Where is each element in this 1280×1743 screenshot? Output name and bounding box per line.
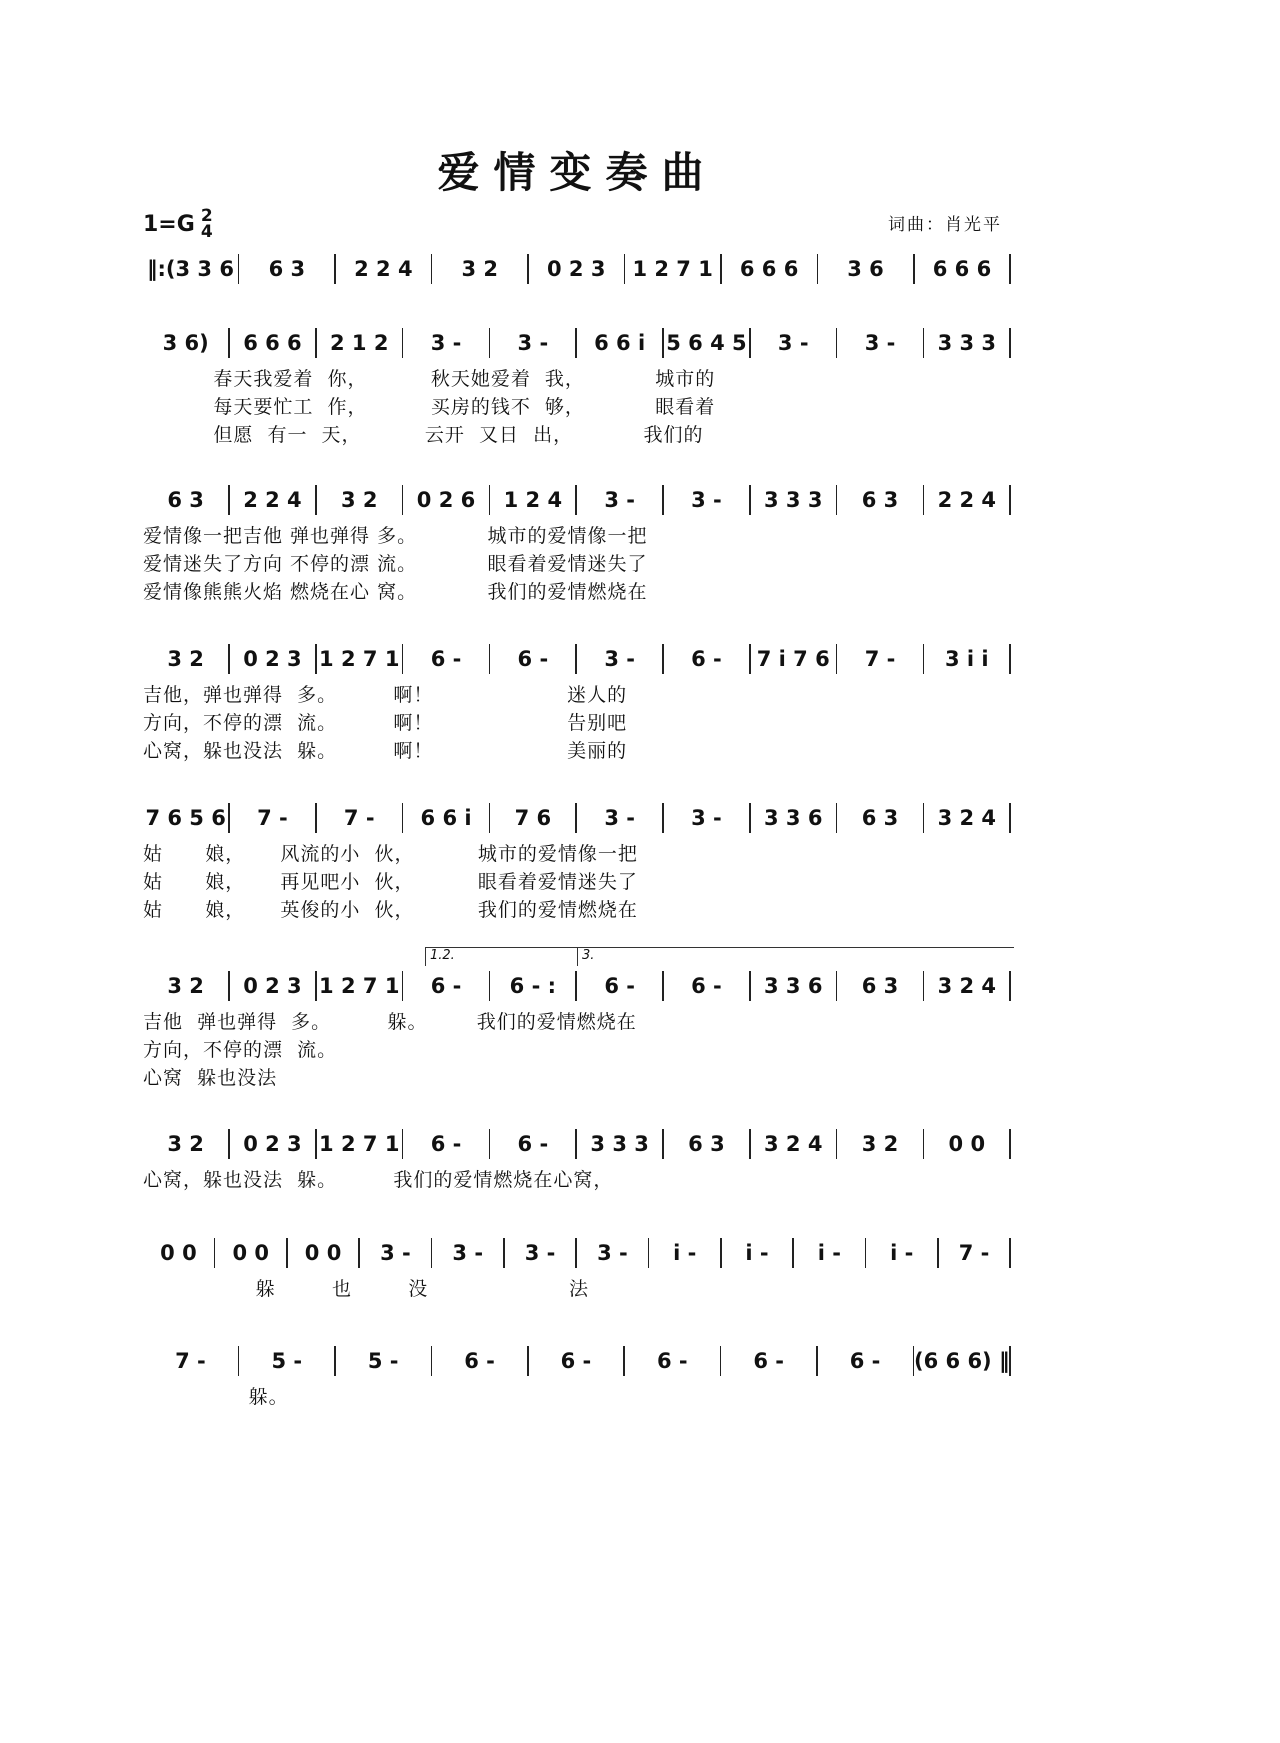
bar-line	[1009, 1129, 1011, 1159]
measure: 6 6 6	[243, 331, 302, 355]
measure: 3 -	[777, 331, 809, 355]
lyric-line: 姑 娘， 再见吧小 伙， 眼看着爱情迷失了	[143, 871, 638, 893]
bar-line	[1009, 971, 1011, 1001]
measure: 3 -	[604, 488, 635, 512]
measure: 3 -	[380, 1241, 411, 1265]
lyric-line: 姑 娘， 风流的小 伙， 城市的爱情像一把	[143, 843, 638, 865]
measure: 3 3 6	[763, 806, 823, 830]
measure: i -	[673, 1241, 697, 1265]
measure: 3 3 3	[937, 331, 997, 355]
measure: 7 -	[175, 1349, 206, 1373]
music-row	[143, 326, 1011, 360]
measure: 3 3 3	[590, 1132, 649, 1156]
measure: 6 -	[430, 647, 462, 671]
key-signature	[143, 208, 213, 240]
measure: 6 -	[560, 1349, 592, 1373]
lyric-line: 每天要忙工 作， 买房的钱不 够， 眼看着	[143, 396, 716, 418]
measure: 1 2 7 1	[319, 1132, 400, 1156]
measure: 6 -	[691, 974, 722, 998]
measure: 0 2 6	[416, 488, 476, 512]
measure: 3 3 3	[763, 488, 823, 512]
measure: 3 -	[604, 806, 635, 830]
measure: 2 1 2	[330, 331, 389, 355]
measure: 0 2 3	[243, 1132, 302, 1156]
measure: 7 i 7 6	[756, 647, 830, 671]
measure: 0 2 3	[546, 257, 606, 281]
lyric-line: 爱情迷失了方向 不停的漂 流。 眼看着爱情迷失了	[143, 553, 648, 575]
lyric-line: 躲。	[143, 1386, 289, 1408]
measure: 3 6	[847, 257, 884, 281]
measure: 6 3	[861, 806, 899, 830]
music-row	[143, 1236, 1011, 1270]
measure: 3 -	[604, 647, 635, 671]
measure: 6 -	[753, 1349, 784, 1373]
measure: 3 2 4	[937, 974, 997, 998]
measure: 7 -	[864, 647, 896, 671]
lyric-line: 吉他 弹也弹得 多。 躲。 我们的爱情燃烧在	[143, 1011, 637, 1033]
measure: 0 0	[232, 1241, 270, 1265]
key: 1=G	[143, 211, 195, 237]
measure: 3 2	[461, 257, 499, 281]
bar-line	[1009, 485, 1011, 515]
measure: 3 2	[167, 1132, 204, 1156]
measure: 6 3	[167, 488, 204, 512]
measure: 0 2 3	[243, 974, 302, 998]
measure: (6 6 6) ‖	[914, 1349, 1010, 1373]
measure: 3 2	[340, 488, 378, 512]
measure: 6 3	[688, 1132, 725, 1156]
measure: 0 2 3	[243, 647, 302, 671]
volta-3: 3.	[577, 947, 1014, 966]
measure: 3 2 4	[763, 1132, 823, 1156]
lyric-line: 躲 也 没 法	[143, 1278, 590, 1300]
measure: ‖:(3 3 6	[146, 257, 234, 281]
measure: 6 -	[464, 1349, 495, 1373]
measure: 6 6 i	[420, 806, 472, 830]
lyric-line: 心窝 躲也没法	[143, 1067, 278, 1089]
measure: 3 -	[524, 1241, 556, 1265]
lyric-line: 心窝，躲也没法 躲。 啊！ 美丽的	[143, 740, 628, 762]
measure: 3 6)	[162, 331, 209, 355]
measure: i -	[817, 1241, 841, 1265]
volta-1-2: 1.2.	[425, 947, 578, 966]
music-row	[143, 969, 1011, 1003]
measure: 0 0	[304, 1241, 342, 1265]
measure: 6 -	[604, 974, 635, 998]
measure: 3 -	[691, 806, 722, 830]
measure: 7 -	[343, 806, 375, 830]
lyric-line: 爱情像一把吉他 弹也弹得 多。 城市的爱情像一把	[143, 525, 648, 547]
measure: 3 2 4	[937, 806, 997, 830]
time-signature: 2 4	[200, 206, 213, 242]
measure: 5 -	[367, 1349, 399, 1373]
bar-line	[1009, 644, 1011, 674]
measure: 1 2 7 1	[319, 974, 400, 998]
measure: 6 6 6	[739, 257, 799, 281]
measure: 2 2 4	[937, 488, 997, 512]
measure: 3 -	[691, 488, 722, 512]
measure: 6 -	[691, 647, 722, 671]
lyric-line: 吉他，弹也弹得 多。 啊！ 迷人的	[143, 684, 628, 706]
measure: 6 3	[861, 488, 899, 512]
music-row	[143, 1344, 1011, 1378]
bar-line	[1009, 1346, 1011, 1376]
lyric-line: 心窝，躲也没法 躲。 我们的爱情燃烧在心窝，	[143, 1169, 614, 1191]
measure: 3 -	[430, 331, 462, 355]
measure: 5 -	[271, 1349, 303, 1373]
music-row	[143, 252, 1011, 286]
measure: 3 2	[167, 974, 204, 998]
measure: 7 -	[257, 806, 288, 830]
music-row	[143, 801, 1011, 835]
measure: 3 2	[861, 1132, 899, 1156]
measure: 3 i i	[945, 647, 989, 671]
measure: 1 2 4	[503, 488, 563, 512]
measure: 6 - :	[509, 974, 557, 998]
measure: 0 0	[160, 1241, 197, 1265]
bar-line	[1009, 328, 1011, 358]
lyric-line: 方向，不停的漂 流。	[143, 1039, 338, 1061]
music-row	[143, 483, 1011, 517]
song-title: 爱情变奏曲	[437, 148, 718, 197]
measure: 7 6 5 6	[145, 806, 226, 830]
measure: i -	[745, 1241, 769, 1265]
measure: 6 -	[517, 647, 549, 671]
bar-line	[1009, 254, 1011, 284]
measure: 3 -	[452, 1241, 484, 1265]
measure: i -	[890, 1241, 914, 1265]
measure: 6 6 6	[932, 257, 992, 281]
measure: 6 -	[849, 1349, 881, 1373]
measure: 1 2 7 1	[632, 257, 713, 281]
measure: 2 2 4	[354, 257, 413, 281]
lyric-line: 春天我爱着 你， 秋天她爱着 我， 城市的	[143, 368, 716, 390]
composer: 词曲：肖光平	[888, 215, 1002, 235]
measure: 3 2	[167, 647, 204, 671]
lyric-line: 爱情像熊熊火焰 燃烧在心 窝。 我们的爱情燃烧在	[143, 581, 648, 603]
measure: 6 -	[656, 1349, 688, 1373]
measure: 3 -	[517, 331, 549, 355]
bar-line	[1009, 803, 1011, 833]
measure: 6 -	[517, 1132, 549, 1156]
measure: 6 6 i	[594, 331, 646, 355]
lyric-line: 但愿 有一 天， 云开 又日 出， 我们的	[143, 424, 704, 446]
music-row	[143, 642, 1011, 676]
measure: 1 2 7 1	[319, 647, 400, 671]
measure: 3 3 6	[763, 974, 823, 998]
measure: 7 6	[514, 806, 552, 830]
lyric-line: 姑 娘， 英俊的小 伙， 我们的爱情燃烧在	[143, 899, 638, 921]
measure: 6 3	[861, 974, 899, 998]
measure: 6 -	[430, 974, 462, 998]
music-row	[143, 1127, 1011, 1161]
measure: 3 -	[864, 331, 896, 355]
measure: 3 -	[597, 1241, 628, 1265]
measure: 5 6 4 5	[666, 331, 747, 355]
measure: 0 0	[948, 1132, 986, 1156]
bar-line	[1009, 1238, 1011, 1268]
measure: 7 -	[958, 1241, 990, 1265]
lyric-line: 方向，不停的漂 流。 啊！ 告别吧	[143, 712, 628, 734]
measure: 6 -	[430, 1132, 462, 1156]
measure: 6 3	[268, 257, 306, 281]
measure: 2 2 4	[243, 488, 302, 512]
